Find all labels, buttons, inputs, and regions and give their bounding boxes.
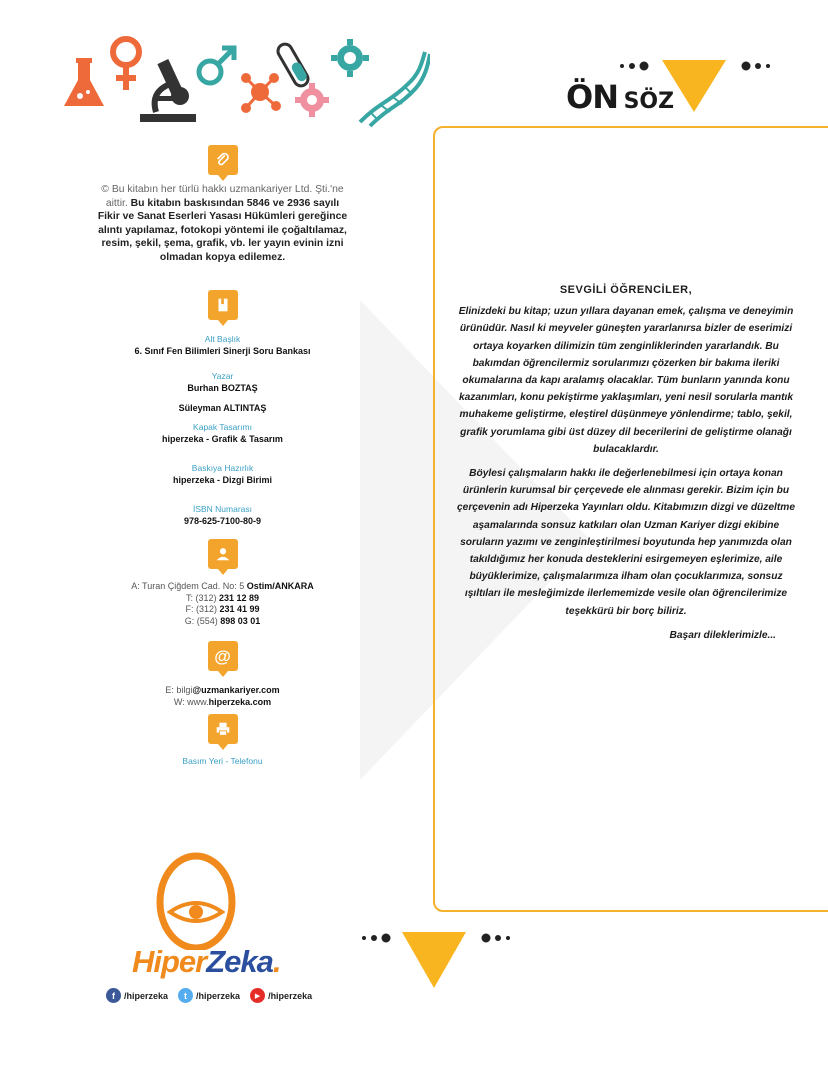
brand-wordmark bbox=[132, 944, 281, 980]
alt-baslik-value: 6. Sınıf Fen Bilimleri Sinerji Soru Bankası bbox=[134, 346, 311, 356]
yazar-label: Yazar bbox=[211, 371, 234, 381]
dna-icon bbox=[360, 52, 430, 126]
flask-icon bbox=[64, 58, 104, 106]
facebook-handle: /hiperzeka bbox=[124, 990, 169, 1001]
preface-title-on: ÖN bbox=[566, 78, 618, 116]
brand-hiper: Hiper bbox=[132, 944, 207, 979]
youtube-icon: ▶ bbox=[250, 988, 265, 1003]
website-prefix: W: www. bbox=[173, 696, 209, 707]
test-tube-icon bbox=[275, 42, 310, 89]
facebook-icon: f bbox=[106, 988, 121, 1003]
social-links bbox=[106, 988, 312, 1003]
paperclip-icon bbox=[208, 145, 238, 175]
author-name-1: Burhan BOZTAŞ bbox=[187, 383, 258, 393]
isbn-label: İSBN Numarası bbox=[192, 504, 253, 514]
bottom-decoration bbox=[356, 928, 526, 990]
basim-label: Basım Yeri - Telefonu bbox=[182, 756, 263, 766]
molecule-icon bbox=[241, 73, 281, 113]
dots-left-icon bbox=[620, 62, 649, 71]
fax-number: 231 41 99 bbox=[219, 604, 260, 614]
copyright-bold: Bu kitabın baskısından 5846 ve 2936 sayılı Fikir ve Sanat Eserleri Yasası Hükümleri gereğince alıntı yapılamaz, fotokopi yöntemi ile çoğaltılamaz, resim, şekil, şema, grafik, vb. ler yayın evinin izni olmadan kopya edilemez. bbox=[97, 197, 348, 263]
kapak-value: hiperzeka - Grafik & Tasarım bbox=[162, 434, 283, 444]
letter-paragraph-2: Böylesi çalışmaların hakkı ile değerlenebilmesi için ortaya konan ürünlerin kurumsal bir çerçevede ele alınması gerekir. Bizim için bu çerçevenin adı Hiperzeka Yayınları oldu. Kitabımızın dizgi ve düzeltme aşamalarında sonsuz katkıları olan Uzman Kariyer dizgi ekibine soruların yazımı ve zenginleştirilmesi boyutunda hep yanımızda olan takıldığımız her konuda desteklerini esirgemeyen eşlerimize, aile büyüklerimize, çalışmalarımıza ilham olan çocuklarımıza, sonsuz ışıltıları ile mesleğimizde ilerlememizde vesile olan öğrencilerimize teşekkürü bir borç biliriz. bbox=[457, 468, 795, 617]
at-sign-icon: @ bbox=[208, 641, 238, 671]
female-symbol-icon bbox=[113, 39, 139, 90]
dots-right-icon bbox=[742, 62, 771, 71]
male-symbol-icon bbox=[199, 48, 234, 83]
hiperzeka-egg-logo bbox=[110, 850, 350, 950]
baskiya-label: Baskıya Hazırlık bbox=[191, 463, 254, 473]
letter-heading: SEVGİLİ ÖĞRENCİLER, bbox=[559, 284, 693, 296]
gsm-number: 898 03 01 bbox=[220, 615, 261, 626]
printer-icon bbox=[208, 714, 238, 744]
gsm-prefix: G: (554) bbox=[184, 615, 221, 626]
author-name-2: Süleyman ALTINTAŞ bbox=[178, 403, 267, 413]
brand-dot: . bbox=[272, 944, 281, 979]
microscope-icon bbox=[140, 59, 196, 122]
letter-paragraph-1: Elinizdeki bu kitap; uzun yıllara dayanan emek, çalışma ve deneyimin ürünüdür. Nasıl ki meyveler güneşten yararlanırsa bizler de eserimizi ortaya koyarken dilimizin tüm zenginliklerinden yararlandık. Bu bakımdan öğrencilermiz sorularımızı çözerken bir bakıma ileriki okumalarına da kapı aralamış olacaklar. Tüm bunların yanında konu kazanımları, konu pekiştirme yaklaşımları, yeni nesil sorularla mantık muhakeme geliştirme, eleştirel düşünmeye yönlendirme; tablo, şekil, grafik yorumlama gibi üst düzey dil becerilerini de geliştirme olanağı bulacaklardır. bbox=[458, 306, 794, 455]
brand-zeka: Zeka bbox=[206, 944, 273, 979]
social-twitter[interactable] bbox=[178, 988, 240, 1003]
address-prefix: A: Turan Çiğdem Cad. No: 5 bbox=[131, 581, 247, 591]
phone-prefix: T: (312) bbox=[185, 592, 219, 603]
social-facebook[interactable] bbox=[106, 988, 168, 1003]
book-icon bbox=[208, 290, 238, 320]
gear-icon-teal bbox=[331, 39, 369, 77]
science-icons-banner bbox=[60, 32, 430, 132]
email-domain: @uzmankariyer.com bbox=[192, 685, 280, 695]
email-prefix: E: bilgi bbox=[165, 685, 193, 695]
isbn-value: 978-625-7100-80-9 bbox=[183, 516, 262, 526]
person-icon bbox=[208, 539, 238, 569]
alt-baslik-label: Alt Başlık bbox=[204, 334, 241, 344]
twitter-handle: /hiperzeka bbox=[196, 990, 241, 1001]
preface-letter bbox=[456, 282, 796, 644]
website-domain: hiperzeka.com bbox=[208, 696, 272, 707]
triangle-icon bbox=[402, 932, 466, 988]
twitter-icon: t bbox=[178, 988, 193, 1003]
preface-title-soz: SÖZ bbox=[623, 89, 675, 114]
copyright-light: © Bu kitabın her türlü hakkı uzmankariyer Ltd. Şti.'ne aittir. bbox=[101, 184, 344, 209]
gear-icon bbox=[295, 83, 329, 117]
triangle-icon bbox=[662, 60, 726, 112]
social-youtube[interactable] bbox=[250, 988, 312, 1003]
youtube-handle: /hiperzeka bbox=[268, 990, 313, 1001]
letter-signoff: Başarı dileklerimizle... bbox=[669, 629, 776, 641]
baskiya-value: hiperzeka - Dizgi Birimi bbox=[172, 475, 273, 485]
phone-number: 231 12 89 bbox=[218, 592, 260, 603]
dots-left-icon bbox=[362, 934, 391, 943]
address-city: Ostim/ANKARA bbox=[246, 581, 314, 591]
fax-prefix: F: (312) bbox=[185, 604, 220, 614]
top-decoration bbox=[614, 56, 784, 116]
copyright-notice bbox=[95, 183, 350, 264]
dots-right-icon bbox=[482, 934, 511, 943]
kapak-label: Kapak Tasarımı bbox=[193, 422, 252, 432]
